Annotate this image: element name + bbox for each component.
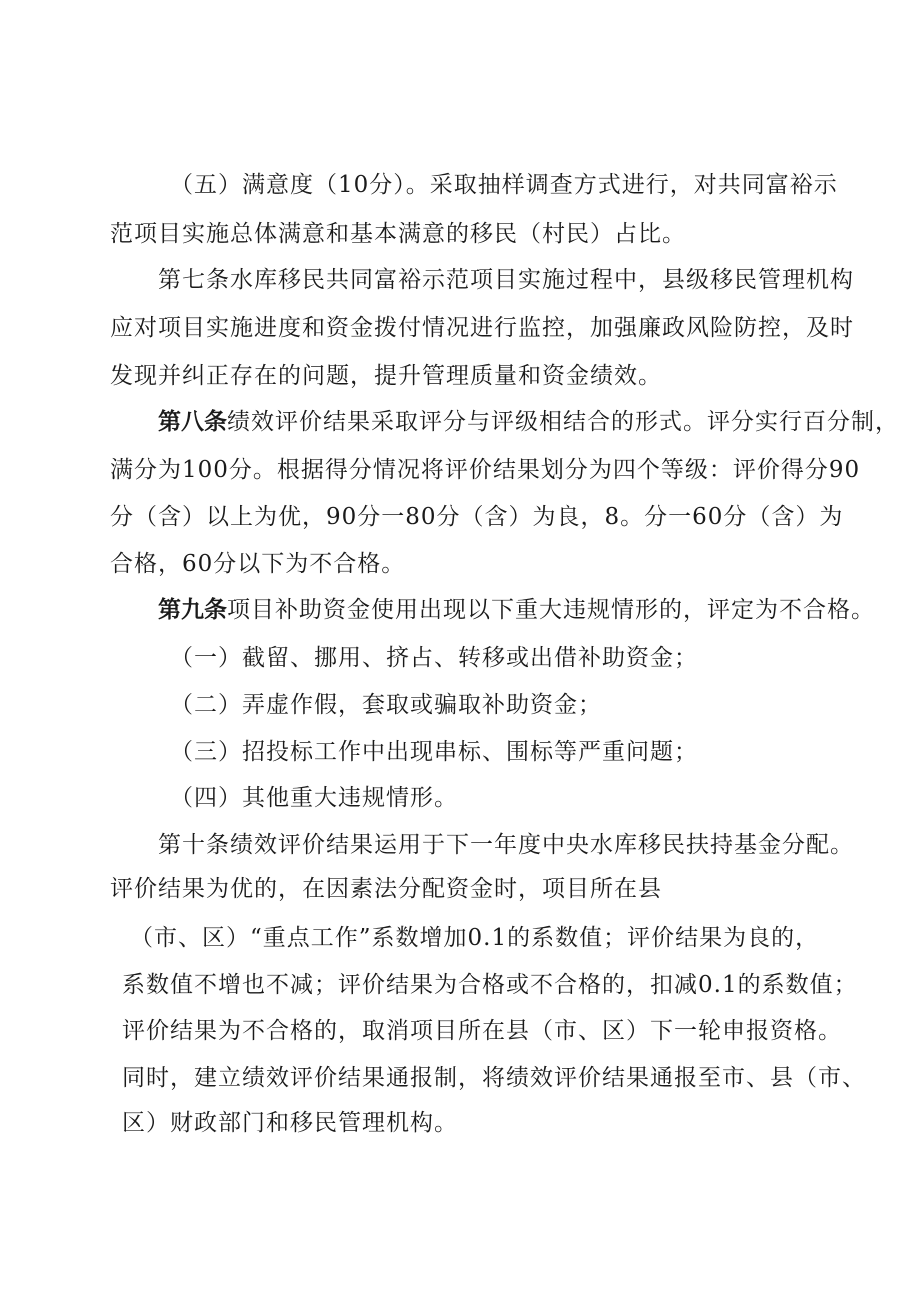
article-8-heading: 第八条: [158, 409, 227, 435]
p5-line7: 区）财政部门和移民管理机构。: [122, 1110, 458, 1136]
p4-item4: （四）其他重大违规情形。: [170, 785, 458, 811]
p3-line1: [158, 407, 899, 437]
p2-line1: 第七条水库移民共同富裕示范项目实施过程中，县级移民管理机构: [158, 267, 854, 293]
p4-line1-text: 项目补助资金使用出现以下重大违规情形的，评定为不合格。: [227, 597, 875, 623]
p3-line2: 满分为100分。根据得分情况将评价结果划分为四个等级：评价得分90: [110, 457, 861, 483]
p4-item3: （三）招投标工作中出现串标、围标等严重问题；: [170, 739, 698, 765]
p1-line2: 范项目实施总体满意和基本满意的移民（村民）占比。: [110, 221, 686, 247]
p3-line4: 合格，60分以下为不合格。: [110, 551, 406, 577]
p5-line3: （市、区）“重点工作”系数增加0.1的系数值；评价结果为良的，: [130, 925, 820, 951]
p2-line3: 发现并纠正存在的问题，提升管理质量和资金绩效。: [110, 363, 662, 389]
p5-line2: 评价结果为优的，在因素法分配资金时，项目所在县: [110, 876, 662, 902]
p4-item1: （一）截留、挪用、挤占、转移或出借补助资金；: [170, 645, 698, 671]
p4-line1: [158, 595, 875, 625]
article-9-heading: 第九条: [158, 597, 227, 623]
p5-line6: 同时，建立绩效评价结果通报制，将绩效评价结果通报至市、县（市、: [122, 1065, 866, 1091]
p5-line4: 系数值不增也不减；评价结果为合格或不合格的，扣减0.1的系数值；: [122, 972, 858, 998]
p3-line3: 分（含）以上为优，90分一80分（含）为良，8。分一60分（含）为: [110, 504, 844, 530]
p2-line2: 应对项目实施进度和资金拨付情况进行监控，加强廉政风险防控，及时: [110, 315, 854, 341]
p5-line5: 评价结果为不合格的，取消项目所在县（市、区）下一轮申报资格。: [122, 1018, 842, 1044]
p4-item2: （二）弄虚作假，套取或骗取补助资金；: [170, 692, 602, 718]
p3-line1-text: 绩效评价结果采取评分与评级相结合的形式。评分实行百分制，: [227, 409, 899, 435]
p1-line1: （五）满意度（10分）。采取抽样调查方式进行，对共同富裕示: [170, 172, 838, 198]
p5-line1: 第十条绩效评价结果运用于下一年度中央水库移民扶持基金分配。: [158, 832, 854, 858]
